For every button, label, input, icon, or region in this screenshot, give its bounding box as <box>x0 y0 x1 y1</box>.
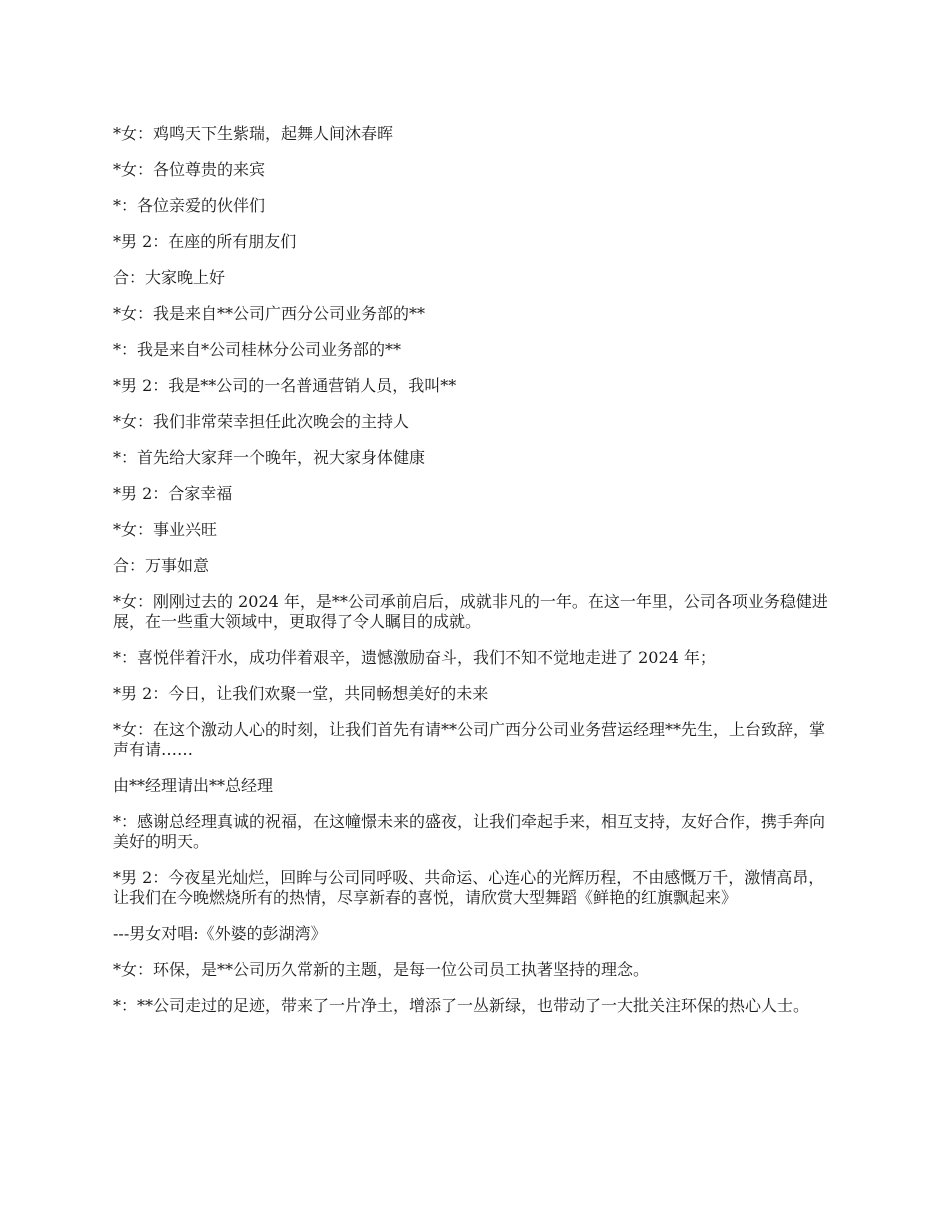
script-line: *男 2：今日，让我们欢聚一堂，共同畅想美好的未来 <box>113 684 489 703</box>
script-body <box>113 124 833 1032</box>
script-paragraph: *男 2：今夜星光灿烂，回眸与公司同呼吸、共命运、心连心的光辉历程，不由感慨万千，激情高昂，让我们在今晚燃烧所有的热情，尽享新春的喜悦，请欣赏大型舞蹈《鲜艳的红旗飘起来》 <box>113 868 825 907</box>
program-item: ---男女对唱:《外婆的彭湖湾》 <box>113 924 327 943</box>
script-line: 合：大家晚上好 <box>113 268 226 287</box>
script-line: *女：我是来自**公司广西分公司业务部的** <box>113 304 426 323</box>
script-line: 合：万事如意 <box>113 556 210 575</box>
script-line: *女：我们非常荣幸担任此次晚会的主持人 <box>113 412 410 431</box>
script-line: *男 2：合家幸福 <box>113 484 233 503</box>
script-line: *：喜悦伴着汗水，成功伴着艰辛，遗憾激励奋斗，我们不知不觉地走进了 2024 年； <box>113 648 716 667</box>
script-line: *男 2：在座的所有朋友们 <box>113 232 297 251</box>
script-paragraph: *女：刚刚过去的 2024 年，是**公司承前启后，成就非凡的一年。在这一年里，公司各项业务稳健进展，在一些重大领域中，更取得了令人瞩目的成就。 <box>113 592 828 631</box>
stage-direction: 由**经理请出**总经理 <box>113 776 274 795</box>
script-line: *：首先给大家拜一个晚年，祝大家身体健康 <box>113 448 426 467</box>
script-line: *女：环保，是**公司历久常新的主题，是每一位公司员工执著坚持的理念。 <box>113 960 650 979</box>
script-line: *：我是来自*公司桂林分公司业务部的** <box>113 340 402 359</box>
script-line: *：各位亲爱的伙伴们 <box>113 196 266 215</box>
script-line: *女：各位尊贵的来宾 <box>113 160 266 179</box>
script-line: *女：鸡鸣天下生紫瑞，起舞人间沐春晖 <box>113 124 394 143</box>
script-paragraph: *：**公司走过的足迹，带来了一片净土，增添了一丛新绿，也带动了一大批关注环保的热心人士。 <box>113 996 810 1015</box>
script-line: *女：事业兴旺 <box>113 520 218 539</box>
script-line: *男 2：我是**公司的一名普通营销人员，我叫** <box>113 376 457 395</box>
script-paragraph: *：感谢总经理真诚的祝福，在这幢憬未来的盛夜，让我们牵起手来，相互支持，友好合作，携手奔向美好的明天。 <box>113 812 826 851</box>
script-paragraph: *女：在这个激动人心的时刻，让我们首先有请**公司广西分公司业务营运经理**先生，上台致辞，掌声有请…… <box>113 720 826 759</box>
